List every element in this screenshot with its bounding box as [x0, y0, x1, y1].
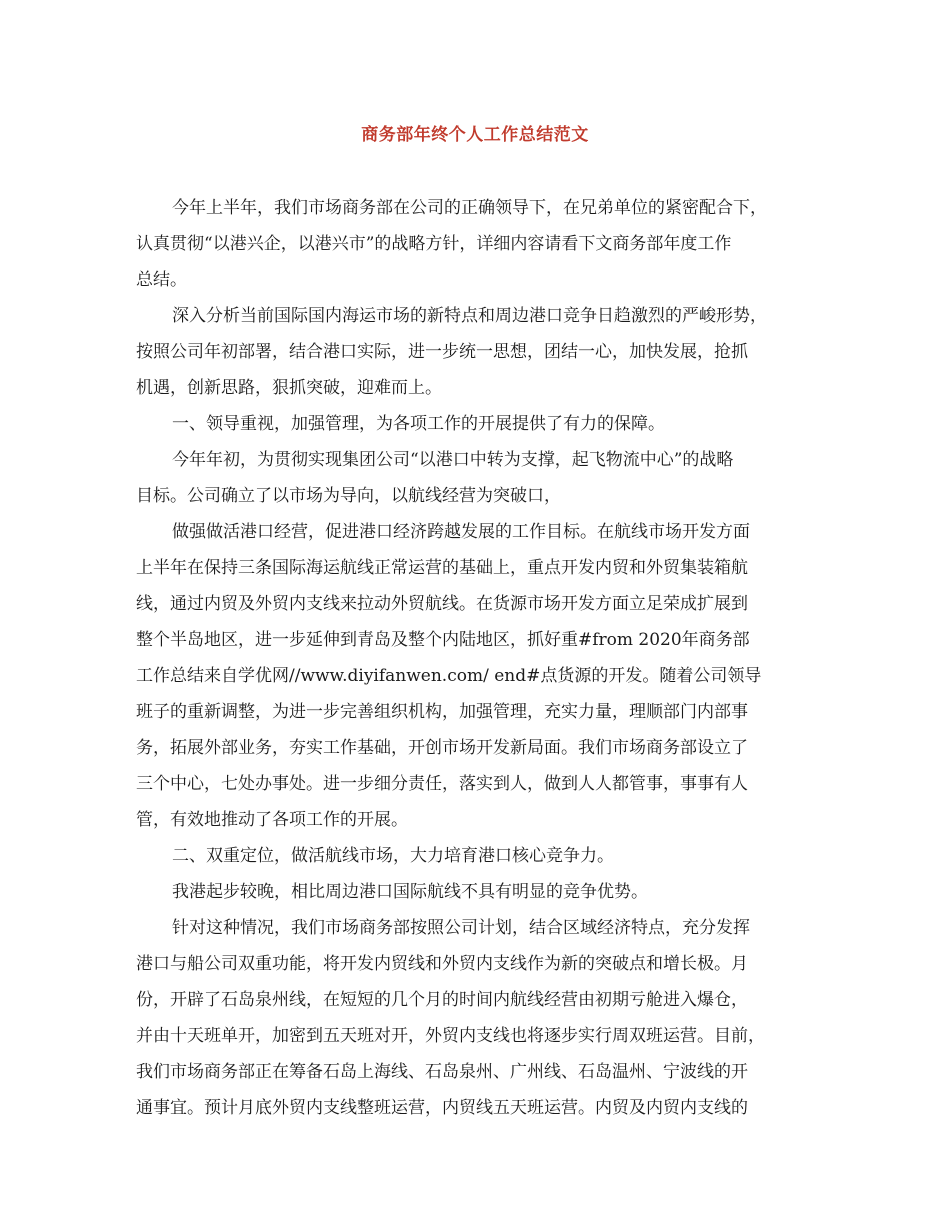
text-line: 按照公司年初部署，结合港口实际，进一步统一思想，团结一心，加快发展，抢抓	[136, 342, 748, 362]
document-title: 商务部年终个人工作总结范文	[361, 125, 589, 145]
text-line: 认真贯彻“以港兴企，以港兴市”的战略方针，详细内容请看下文商务部年度工作	[136, 234, 732, 254]
text-line: 我们市场商务部正在筹备石岛上海线、石岛泉州、广州线、石岛温州、宁波线的开	[136, 1062, 748, 1082]
text-line: 通事宜。预计月底外贸内支线整班运营，内贸线五天班运营。内贸及内贸内支线的	[136, 1098, 748, 1118]
text-line: 份，开辟了石岛泉州线，在短短的几个月的时间内航线经营由初期亏舱进入爆仓，	[136, 990, 748, 1010]
text-line: 港口与船公司双重功能，将开发内贸线和外贸内支线作为新的突破点和增长极。月	[136, 954, 748, 974]
text-line: 整个半岛地区，进一步延伸到青岛及整个内陆地区，抓好重#from 2020年商务部	[136, 630, 750, 650]
text-line: 管，有效地推动了各项工作的开展。	[136, 810, 408, 830]
text-line: 做强做活港口经营，促进港口经济跨越发展的工作目标。在航线市场开发方面	[172, 522, 750, 542]
text-line: 三个中心，七处办事处。进一步细分责任，落实到人，做到人人都管事，事事有人	[136, 774, 748, 794]
document-body	[136, 190, 822, 1126]
text-line: 今年年初，为贯彻实现集团公司“以港口中转为支撑，起飞物流中心”的战略	[172, 450, 734, 470]
text-line: 机遇，创新思路，狠抓突破，迎难而上。	[136, 378, 442, 398]
text-line: 针对这种情况，我们市场商务部按照公司计划，结合区域经济特点，充分发挥	[172, 918, 750, 938]
text-line: 我港起步较晚，相比周边港口国际航线不具有明显的竞争优势。	[172, 882, 648, 902]
text-line: 目标。公司确立了以市场为导向，以航线经营为突破口，	[136, 486, 561, 506]
text-line: 并由十天班单开，加密到五天班对开，外贸内支线也将逐步实行周双班运营。目前，	[136, 1026, 765, 1046]
text-line: 班子的重新调整，为进一步完善组织机构，加强管理，充实力量，理顺部门内部事	[136, 702, 748, 722]
text-line: 工作总结来自学优网//www.diyifanwen.com/ end#点货源的开发。随着公司领导	[136, 666, 762, 686]
text-line: 总结。	[136, 270, 187, 290]
text-line: 今年上半年，我们市场商务部在公司的正确领导下，在兄弟单位的紧密配合下，	[172, 198, 767, 218]
text-line: 上半年在保持三条国际海运航线正常运营的基础上，重点开发内贸和外贸集装箱航	[136, 558, 748, 578]
section-heading: 一、领导重视，加强管理，为各项工作的开展提供了有力的保障。	[172, 414, 665, 434]
text-line: 线，通过内贸及外贸内支线来拉动外贸航线。在货源市场开发方面立足荣成扩展到	[136, 594, 748, 614]
text-line: 务，拓展外部业务，夯实工作基础，开创市场开发新局面。我们市场商务部设立了	[136, 738, 748, 758]
text-line: 深入分析当前国际国内海运市场的新特点和周边港口竞争日趋激烈的严峻形势，	[172, 306, 767, 326]
section-heading: 二、双重定位，做活航线市场，大力培育港口核心竞争力。	[172, 846, 614, 866]
